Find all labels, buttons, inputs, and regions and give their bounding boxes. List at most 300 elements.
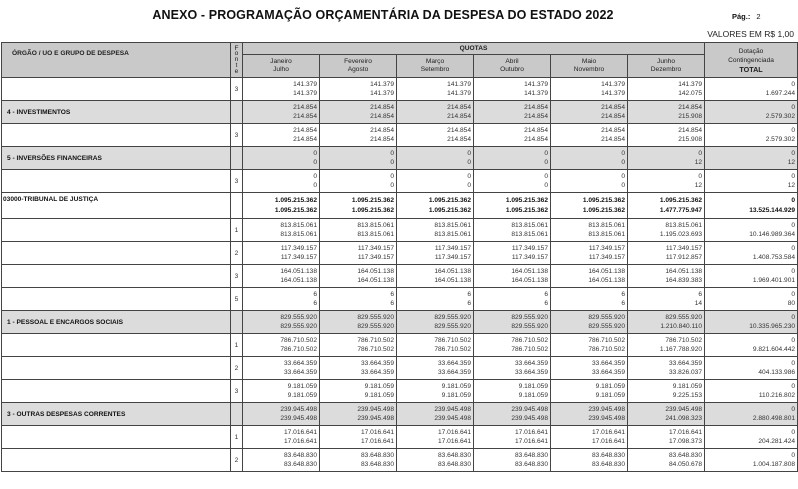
quota-cell: [243, 193, 320, 219]
month-bottom: Dezembro: [650, 66, 682, 73]
value-second-semester: 83.648.830: [514, 461, 548, 468]
value-first-semester: 117.349.157: [511, 244, 548, 252]
value-second-semester: 80: [787, 300, 796, 307]
value-second-semester: 12: [787, 159, 796, 166]
value-second-semester: 1.095.215.362: [582, 206, 625, 214]
fonte-cell: [231, 403, 243, 426]
value-first-semester: 214.854: [370, 103, 394, 111]
quota-cell: [551, 265, 628, 288]
quota-cell: [628, 311, 705, 334]
dotacao-column-header: [705, 43, 798, 78]
value-first-semester: 0: [791, 359, 796, 367]
value-first-semester: 6: [390, 290, 394, 298]
value-first-semester: 214.854: [601, 103, 625, 111]
quota-cell: [397, 357, 474, 380]
total-cell: [705, 170, 798, 193]
value-first-semester: 214.854: [678, 103, 703, 111]
value-second-semester: 786.710.502: [280, 346, 317, 353]
month-header: [628, 55, 705, 78]
value-first-semester: 117.349.157: [357, 244, 394, 252]
total-cell: [705, 193, 798, 219]
value-first-semester: 239.945.498: [357, 405, 394, 413]
value-first-semester: 33.664.359: [437, 359, 471, 367]
value-first-semester: 33.664.359: [360, 359, 394, 367]
value-second-semester: 13.525.144.929: [749, 206, 796, 214]
value-first-semester: 1.095.215.362: [428, 197, 471, 204]
quota-cell: [397, 219, 474, 242]
quota-cell: [320, 78, 397, 101]
value-second-semester: 1.969.401.901: [752, 277, 796, 284]
value-first-semester: 0: [791, 80, 796, 88]
value-second-semester: 1.095.215.362: [351, 206, 394, 214]
value-second-semester: 9.181.059: [287, 392, 317, 399]
quota-cell: [243, 449, 320, 472]
row-label: 4 - INVESTIMENTOS: [2, 101, 231, 124]
value-first-semester: 83.648.830: [360, 451, 394, 459]
total-cell: [705, 311, 798, 334]
value-second-semester: 0: [621, 182, 625, 189]
quota-cell: [320, 265, 397, 288]
value-first-semester: 141.379: [447, 80, 471, 88]
row-label: 03000-TRIBUNAL DE JUSTIÇA: [2, 193, 231, 219]
month-top: Janeiro: [270, 57, 292, 65]
value-first-semester: 141.379: [678, 80, 703, 88]
row-label: [2, 265, 231, 288]
quota-cell: [397, 265, 474, 288]
value-second-semester: 117.349.157: [280, 254, 317, 261]
value-second-semester: 33.664.359: [283, 369, 317, 376]
fonte-cell: 5: [231, 288, 243, 311]
value-second-semester: 83.648.830: [360, 461, 394, 468]
quota-cell: [320, 219, 397, 242]
value-first-semester: 214.854: [524, 103, 548, 111]
quota-cell: [320, 380, 397, 403]
value-first-semester: 214.854: [447, 126, 471, 134]
fonte-row: [2, 288, 798, 311]
value-first-semester: 239.945.498: [665, 405, 703, 413]
row-label: 3 - OUTRAS DESPESAS CORRENTES: [2, 403, 231, 426]
total-cell: [705, 403, 798, 426]
value-second-semester: 12: [694, 182, 703, 189]
dotacao-line2: Contingenciada: [728, 56, 774, 64]
fonte-row: [2, 334, 798, 357]
quota-cell: [320, 193, 397, 219]
value-first-semester: 214.854: [678, 126, 703, 134]
month-header: [320, 55, 397, 78]
value-first-semester: 33.664.359: [591, 359, 625, 367]
value-first-semester: 164.051.138: [280, 267, 317, 275]
quota-cell: [397, 124, 474, 147]
value-first-semester: 239.945.498: [588, 405, 625, 413]
value-first-semester: 829.555.920: [588, 313, 625, 321]
value-second-semester: 33.664.359: [591, 369, 625, 376]
fonte-column-header: [231, 43, 243, 78]
fonte-row: [2, 78, 798, 101]
value-first-semester: 813.815.061: [280, 221, 317, 229]
value-first-semester: 6: [544, 290, 548, 298]
value-first-semester: 786.710.502: [588, 336, 625, 344]
value-second-semester: 117.349.157: [434, 254, 471, 261]
quota-cell: [320, 449, 397, 472]
quota-cell: [397, 311, 474, 334]
value-second-semester: 12: [694, 159, 703, 166]
value-first-semester: 813.815.061: [665, 221, 703, 229]
value-first-semester: 0: [791, 149, 796, 157]
value-second-semester: 1.095.215.362: [505, 206, 548, 214]
fonte-row: [2, 357, 798, 380]
quota-cell: [243, 334, 320, 357]
value-second-semester: 214.854: [370, 113, 394, 120]
total-cell: [705, 380, 798, 403]
quota-cell: [628, 288, 705, 311]
quota-cell: [628, 242, 705, 265]
value-first-semester: 33.664.359: [283, 359, 317, 367]
value-second-semester: 1.095.215.362: [428, 206, 471, 214]
quota-cell: [397, 242, 474, 265]
quota-cell: [243, 242, 320, 265]
value-second-semester: 17.016.641: [360, 438, 394, 445]
value-second-semester: 6: [621, 300, 625, 307]
value-first-semester: 0: [390, 172, 394, 180]
row-label: [2, 78, 231, 101]
value-first-semester: 117.349.157: [665, 244, 703, 252]
value-second-semester: 9.181.059: [441, 392, 471, 399]
value-first-semester: 239.945.498: [511, 405, 548, 413]
value-first-semester: 0: [467, 149, 471, 157]
fonte-cell: [231, 147, 243, 170]
quota-cell: [551, 101, 628, 124]
quota-cell: [628, 101, 705, 124]
value-second-semester: 813.815.061: [280, 231, 317, 238]
value-second-semester: 813.815.061: [357, 231, 394, 238]
value-first-semester: 214.854: [370, 126, 394, 134]
total-cell: [705, 219, 798, 242]
fonte-cell: [231, 311, 243, 334]
quota-cell: [474, 242, 551, 265]
month-header: [474, 55, 551, 78]
value-first-semester: 214.854: [293, 126, 317, 134]
value-first-semester: 17.016.641: [360, 428, 394, 436]
month-top: Abril: [505, 57, 519, 65]
quota-cell: [551, 147, 628, 170]
quota-cell: [397, 380, 474, 403]
fonte-cell: 3: [231, 380, 243, 403]
value-first-semester: 0: [544, 172, 548, 180]
value-second-semester: 829.555.920: [434, 323, 471, 330]
quota-cell: [628, 78, 705, 101]
value-second-semester: 2.880.498.801: [752, 415, 796, 422]
value-first-semester: 786.710.502: [280, 336, 317, 344]
value-first-semester: 214.854: [601, 126, 625, 134]
value-second-semester: 9.181.059: [595, 392, 625, 399]
quota-cell: [243, 219, 320, 242]
value-first-semester: 9.181.059: [672, 382, 703, 390]
value-second-semester: 33.826.037: [669, 369, 703, 376]
value-second-semester: 239.945.498: [434, 415, 471, 422]
value-second-semester: 0: [390, 182, 394, 189]
quota-cell: [628, 193, 705, 219]
value-first-semester: 0: [621, 172, 625, 180]
value-second-semester: 164.839.383: [665, 277, 703, 284]
value-second-semester: 214.854: [293, 136, 317, 143]
value-second-semester: 214.854: [524, 113, 548, 120]
value-second-semester: 214.854: [601, 113, 625, 120]
value-first-semester: 0: [791, 197, 796, 204]
quota-cell: [397, 403, 474, 426]
quota-cell: [551, 311, 628, 334]
value-second-semester: 164.051.138: [511, 277, 548, 284]
value-second-semester: 141.379: [447, 90, 471, 97]
quota-cell: [474, 219, 551, 242]
value-first-semester: 813.815.061: [434, 221, 471, 229]
quota-cell: [397, 193, 474, 219]
quota-cell: [474, 449, 551, 472]
quota-cell: [474, 170, 551, 193]
value-second-semester: 214.854: [601, 136, 625, 143]
month-bottom: Julho: [273, 66, 289, 73]
fonte-cell: 3: [231, 265, 243, 288]
value-first-semester: 829.555.920: [665, 313, 703, 321]
value-second-semester: 239.945.498: [588, 415, 625, 422]
fonte-row: [2, 219, 798, 242]
quota-cell: [397, 101, 474, 124]
value-second-semester: 83.648.830: [437, 461, 471, 468]
value-first-semester: 9.181.059: [364, 382, 394, 390]
group-row: [2, 403, 798, 426]
row-label: [2, 242, 231, 265]
value-first-semester: 9.181.059: [518, 382, 548, 390]
quota-cell: [474, 311, 551, 334]
quota-cell: [397, 426, 474, 449]
value-first-semester: 0: [791, 290, 796, 298]
value-second-semester: 2.579.302: [765, 113, 796, 120]
value-second-semester: 786.710.502: [434, 346, 471, 353]
quota-cell: [243, 147, 320, 170]
value-second-semester: 1.210.840.110: [660, 323, 703, 330]
org-column-header: ÓRGÃO / UO E GRUPO DE DESPESA: [2, 43, 231, 78]
quota-cell: [320, 101, 397, 124]
value-first-semester: 813.815.061: [357, 221, 394, 229]
quota-cell: [474, 147, 551, 170]
value-first-semester: 6: [698, 290, 703, 298]
quota-cell: [628, 265, 705, 288]
quota-cell: [474, 193, 551, 219]
value-first-semester: 0: [791, 405, 796, 413]
value-first-semester: 9.181.059: [287, 382, 317, 390]
org-row: [2, 193, 798, 219]
value-second-semester: 204.281.424: [758, 438, 796, 445]
value-second-semester: 786.710.502: [357, 346, 394, 353]
value-second-semester: 214.854: [370, 136, 394, 143]
row-label: [2, 357, 231, 380]
fonte-row: [2, 426, 798, 449]
value-first-semester: 0: [791, 244, 796, 252]
quota-cell: [551, 403, 628, 426]
value-second-semester: 1.195.023.693: [659, 231, 703, 238]
month-header: [243, 55, 320, 78]
value-first-semester: 0: [698, 149, 703, 157]
value-first-semester: 0: [313, 172, 317, 180]
value-second-semester: 1.697.244: [765, 90, 796, 97]
value-first-semester: 0: [791, 172, 796, 180]
table-header: [2, 43, 798, 78]
value-first-semester: 141.379: [370, 80, 394, 88]
quota-cell: [551, 193, 628, 219]
value-second-semester: 83.648.830: [283, 461, 317, 468]
value-first-semester: 0: [791, 267, 796, 275]
value-first-semester: 0: [390, 149, 394, 157]
value-first-semester: 33.664.359: [514, 359, 548, 367]
value-first-semester: 17.016.641: [514, 428, 548, 436]
value-first-semester: 786.710.502: [665, 336, 703, 344]
total-cell: [705, 101, 798, 124]
fonte-cell: 1: [231, 219, 243, 242]
fonte-cell: 2: [231, 242, 243, 265]
value-second-semester: 9.181.059: [518, 392, 548, 399]
value-second-semester: 117.349.157: [511, 254, 548, 261]
month-bottom: Novembro: [573, 66, 605, 73]
value-first-semester: 0: [791, 126, 796, 134]
value-second-semester: 17.016.641: [591, 438, 625, 445]
value-first-semester: 0: [621, 149, 625, 157]
month-bottom: Setembro: [420, 66, 450, 73]
value-second-semester: 9.181.059: [364, 392, 394, 399]
quota-cell: [628, 219, 705, 242]
fonte-row: [2, 170, 798, 193]
quota-cell: [320, 288, 397, 311]
quota-cell: [243, 403, 320, 426]
value-second-semester: 33.664.359: [514, 369, 548, 376]
value-second-semester: 0: [313, 182, 317, 189]
quota-cell: [320, 403, 397, 426]
fonte-cell: 1: [231, 426, 243, 449]
quota-cell: [397, 170, 474, 193]
value-first-semester: 214.854: [524, 126, 548, 134]
total-cell: [705, 426, 798, 449]
value-second-semester: 214.854: [447, 136, 471, 143]
quota-cell: [320, 357, 397, 380]
total-cell: [705, 242, 798, 265]
value-second-semester: 142.075: [678, 90, 703, 97]
value-second-semester: 214.854: [447, 113, 471, 120]
quota-cell: [551, 242, 628, 265]
row-label: [2, 288, 231, 311]
report-title-text: ANEXO - PROGRAMAÇÃO ORÇAMENTÁRIA DA DESPESA DO ESTADO 2022: [152, 8, 614, 22]
value-second-semester: 6: [390, 300, 394, 307]
quota-cell: [551, 78, 628, 101]
value-second-semester: 829.555.920: [588, 323, 625, 330]
quota-cell: [628, 147, 705, 170]
quota-cell: [551, 380, 628, 403]
row-label: [2, 124, 231, 147]
value-second-semester: 117.349.157: [588, 254, 625, 261]
row-label: [2, 170, 231, 193]
quota-cell: [474, 380, 551, 403]
fonte-cell: 2: [231, 357, 243, 380]
page-number: 2: [756, 12, 761, 21]
value-second-semester: 164.051.138: [588, 277, 625, 284]
value-second-semester: 2.579.302: [765, 136, 796, 143]
quota-cell: [243, 124, 320, 147]
value-first-semester: 83.648.830: [591, 451, 625, 459]
month-header: [397, 55, 474, 78]
fonte-row: [2, 265, 798, 288]
value-first-semester: 141.379: [293, 80, 317, 88]
value-first-semester: 1.095.215.362: [351, 197, 394, 204]
value-second-semester: 84.050.678: [669, 461, 703, 468]
fonte-letter: o: [234, 50, 239, 58]
fonte-row: [2, 449, 798, 472]
quota-cell: [397, 147, 474, 170]
quota-cell: [551, 426, 628, 449]
fonte-cell: 3: [231, 124, 243, 147]
month-top: Junho: [657, 57, 675, 65]
value-first-semester: 1.095.215.362: [505, 197, 548, 204]
value-second-semester: 829.555.920: [511, 323, 548, 330]
value-second-semester: 0: [621, 159, 625, 166]
value-second-semester: 241.098.323: [665, 415, 703, 422]
quota-cell: [628, 380, 705, 403]
total-cell: [705, 334, 798, 357]
quota-cell: [243, 380, 320, 403]
value-first-semester: 9.181.059: [595, 382, 625, 390]
quota-cell: [243, 78, 320, 101]
quota-cell: [628, 170, 705, 193]
value-second-semester: 239.945.498: [280, 415, 317, 422]
quota-cell: [474, 78, 551, 101]
quota-cell: [320, 334, 397, 357]
quota-cell: [320, 124, 397, 147]
value-second-semester: 829.555.920: [357, 323, 394, 330]
quota-cell: [474, 357, 551, 380]
quota-cell: [243, 288, 320, 311]
value-second-semester: 215.908: [678, 136, 703, 143]
quota-cell: [243, 311, 320, 334]
value-first-semester: 0: [791, 336, 796, 344]
quotas-header: QUOTAS: [243, 43, 705, 55]
value-first-semester: 6: [467, 290, 471, 298]
value-second-semester: 17.016.641: [514, 438, 548, 445]
value-first-semester: 0: [698, 172, 703, 180]
value-first-semester: 164.051.138: [357, 267, 394, 275]
quota-cell: [474, 403, 551, 426]
value-first-semester: 17.016.641: [669, 428, 703, 436]
value-first-semester: 239.945.498: [434, 405, 471, 413]
quota-cell: [397, 334, 474, 357]
value-first-semester: 0: [791, 103, 796, 111]
quota-cell: [551, 334, 628, 357]
total-cell: [705, 449, 798, 472]
quota-cell: [474, 101, 551, 124]
value-first-semester: 117.349.157: [280, 244, 317, 252]
value-second-semester: 164.051.138: [280, 277, 317, 284]
value-second-semester: 0: [544, 159, 548, 166]
dotacao-total-label: TOTAL: [739, 64, 763, 74]
units-note: VALORES EM R$ 1,00: [707, 29, 794, 39]
month-header: [551, 55, 628, 78]
quota-cell: [551, 449, 628, 472]
value-second-semester: 12: [787, 182, 796, 189]
quota-cell: [474, 334, 551, 357]
quota-cell: [551, 170, 628, 193]
fonte-cell: 1: [231, 334, 243, 357]
quota-cell: [474, 288, 551, 311]
fonte-letter: F: [234, 44, 239, 52]
table-body: [2, 78, 798, 472]
fonte-row: [2, 242, 798, 265]
value-first-semester: 813.815.061: [588, 221, 625, 229]
quota-cell: [320, 426, 397, 449]
